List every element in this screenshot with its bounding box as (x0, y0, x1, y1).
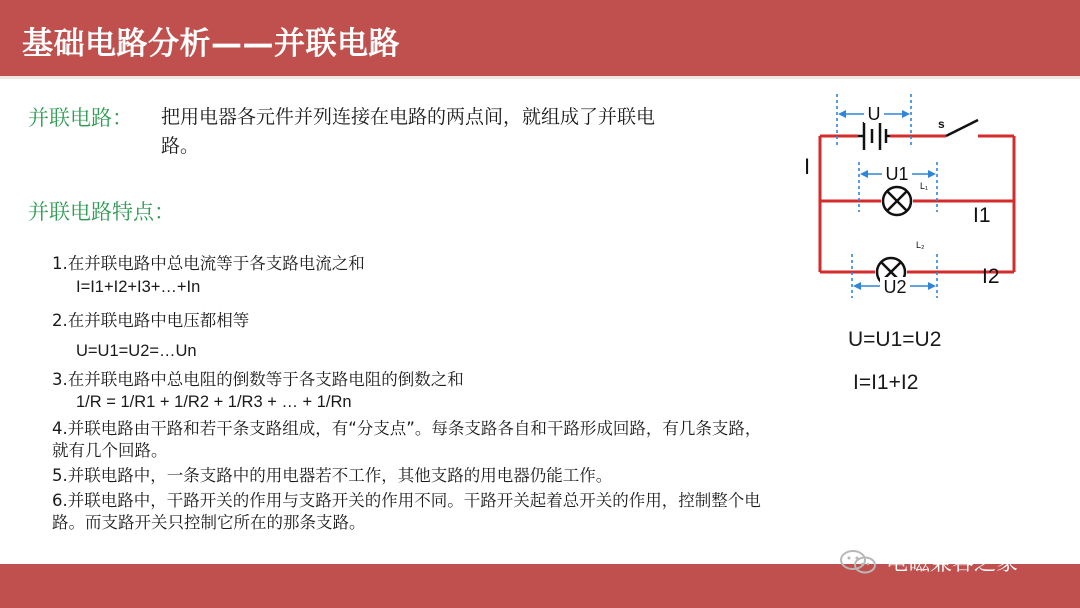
feature-item-3: 3.在并联电路中总电阻的倒数等于各支路电阻的倒数之和 (52, 370, 464, 389)
wechat-icon (838, 547, 880, 577)
current-i-label: I (804, 154, 811, 179)
lamp-l1 (883, 187, 911, 215)
watermark (838, 546, 1018, 577)
lamp-l2-label: L₂ (916, 240, 925, 250)
voltage-summary: U=U1=U2 (848, 328, 942, 351)
feature-item-1: 1.在并联电路中总电流等于各支路电流之和 (52, 254, 365, 273)
voltage-u2-label: U2 (883, 277, 907, 297)
feature-item-5: 5.并联电路中，一条支路中的用电器若不工作，其他支路的用电器仍能工作。 (52, 466, 613, 485)
switch-s-label: s (938, 117, 945, 131)
voltage-u-label: U (867, 104, 881, 124)
current-summary: I=I1+I2 (853, 371, 919, 394)
feature-formula-3: 1/R = 1/R1 + 1/R2 + 1/R3 + … + 1/Rn (76, 393, 352, 411)
feature-item-4: 4.并联电路由干路和若干条支路组成，有“分支点”。每条支路各自和干路形成回路，有几条支路，就有几个回路。 (52, 419, 762, 460)
feature-formula-2: U=U1=U2=…Un (76, 342, 197, 360)
features-heading: 并联电路特点： (28, 200, 175, 224)
title-bar (0, 0, 1080, 79)
current-i2-label: I2 (982, 265, 1000, 288)
parallel-circuit-diagram (780, 88, 1040, 306)
switch-symbol (946, 120, 978, 136)
definition-heading: 并联电路： (28, 106, 133, 130)
definition-text: 把用电器各元件并列连接在电路的两点间，就组成了并联电路。 (161, 106, 656, 157)
feature-item-6: 6.并联电路中，干路开关的作用与支路开关的作用不同。干路开关起着总开关的作用，控制整个电路。而支路开关只控制它所在的那条支路。 (52, 491, 761, 532)
page-title: 基础电路分析——并联电路 (22, 26, 400, 62)
feature-formula-1: I=I1+I2+I3+…+In (76, 278, 201, 296)
lamp-l1-label: L₁ (920, 181, 929, 191)
voltage-u1-label: U1 (885, 164, 909, 184)
watermark-text: 电磁兼容之家 (886, 551, 1019, 576)
feature-item-2: 2.在并联电路中电压都相等 (52, 311, 250, 330)
battery-symbol (858, 122, 890, 150)
current-i1-label: I1 (973, 204, 991, 227)
